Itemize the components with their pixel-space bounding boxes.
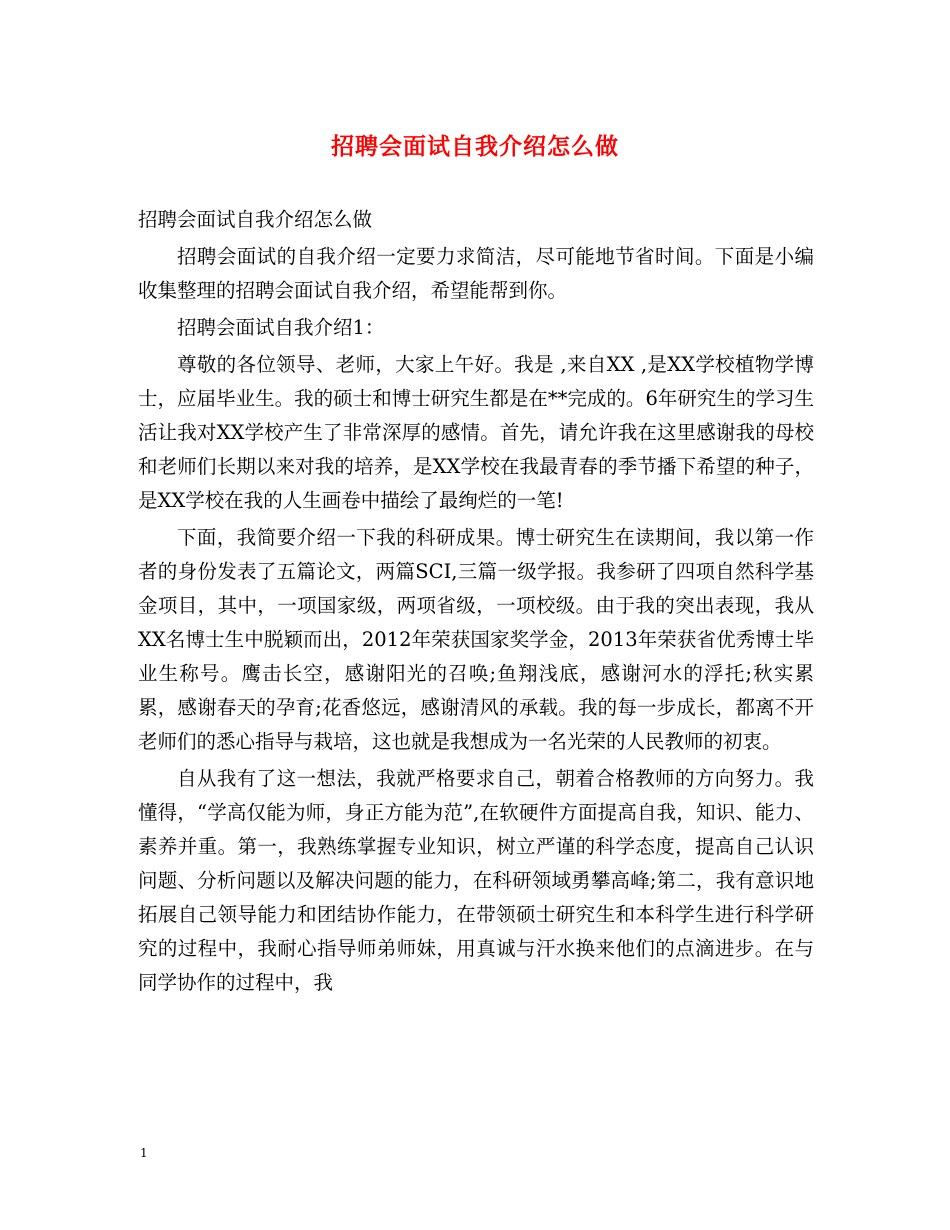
paragraph-intro: 招聘会面试的自我介绍一定要力求简洁，尽可能地节省时间。下面是小编收集整理的招聘会面试自我介绍，希望能帮到你。 [138,245,814,302]
page-number: 1 [140,1146,148,1160]
paragraph-research: 下面，我简要介绍一下我的科研成果。博士研究生在读期间，我以第一作者的身份发表了五篇论文，两篇SCI,三篇一级学报。我参研了四项自然科学基金项目，其中，一项国家级，两项省级，一项校级。由于我的突出表现，我从XX名博士生中脱颖而出，2012年荣获国家奖学金，2013年荣获省优秀博士毕业生称号。鹰击长空，感谢阳光的召唤;鱼翔浅底，感谢河水的浮托;秋实累累，感谢春天的孕育;花香悠远，感谢清风的承载。我的每一步成长，都离不开老师们的悉心指导与栽培，这也就是我想成为一名光荣的人民教师的初衷。 [138,526,814,753]
paragraph-greeting: 尊敬的各位领导、老师，大家上午好。我是 ,来自XX ,是XX学校植物学博士，应届毕业生。我的硕士和博士研究生都是在**完成的。6年研究生的学习生活让我对XX学校产生了非常深厚的感情。首先，请允许我在这里感谢我的母校和老师们长期以来对我的培养，是XX学校在我最青春的季节播下希望的种子，是XX学校在我的人生画卷中描绘了最绚烂的一笔! [138,353,814,512]
document-body [138,203,814,1003]
paragraph-section-title: 招聘会面试自我介绍1： [177,316,385,339]
paragraph-effort: 自从我有了这一想法，我就严格要求自己，朝着合格教师的方向努力。我懂得，“学高仅能为师，身正方能为范”,在软硬件方面提高自我，知识、能力、素养并重。第一，我熟练掌握专业知识，树立严谨的科学态度，提高自己认识问题、分析问题以及解决问题的能力，在科研领域勇攀高峰;第二，我有意识地拓展自己领导能力和团结协作能力，在带领硕士研究生和本科学生进行科学研究的过程中，我耐心指导师弟师妹，用真诚与汗水换来他们的点滴进步。在与同学协作的过程中，我 [138,767,814,994]
paragraph-heading: 招聘会面试自我介绍怎么做 [138,208,373,231]
document-title: 招聘会面试自我介绍怎么做 [331,133,619,160]
